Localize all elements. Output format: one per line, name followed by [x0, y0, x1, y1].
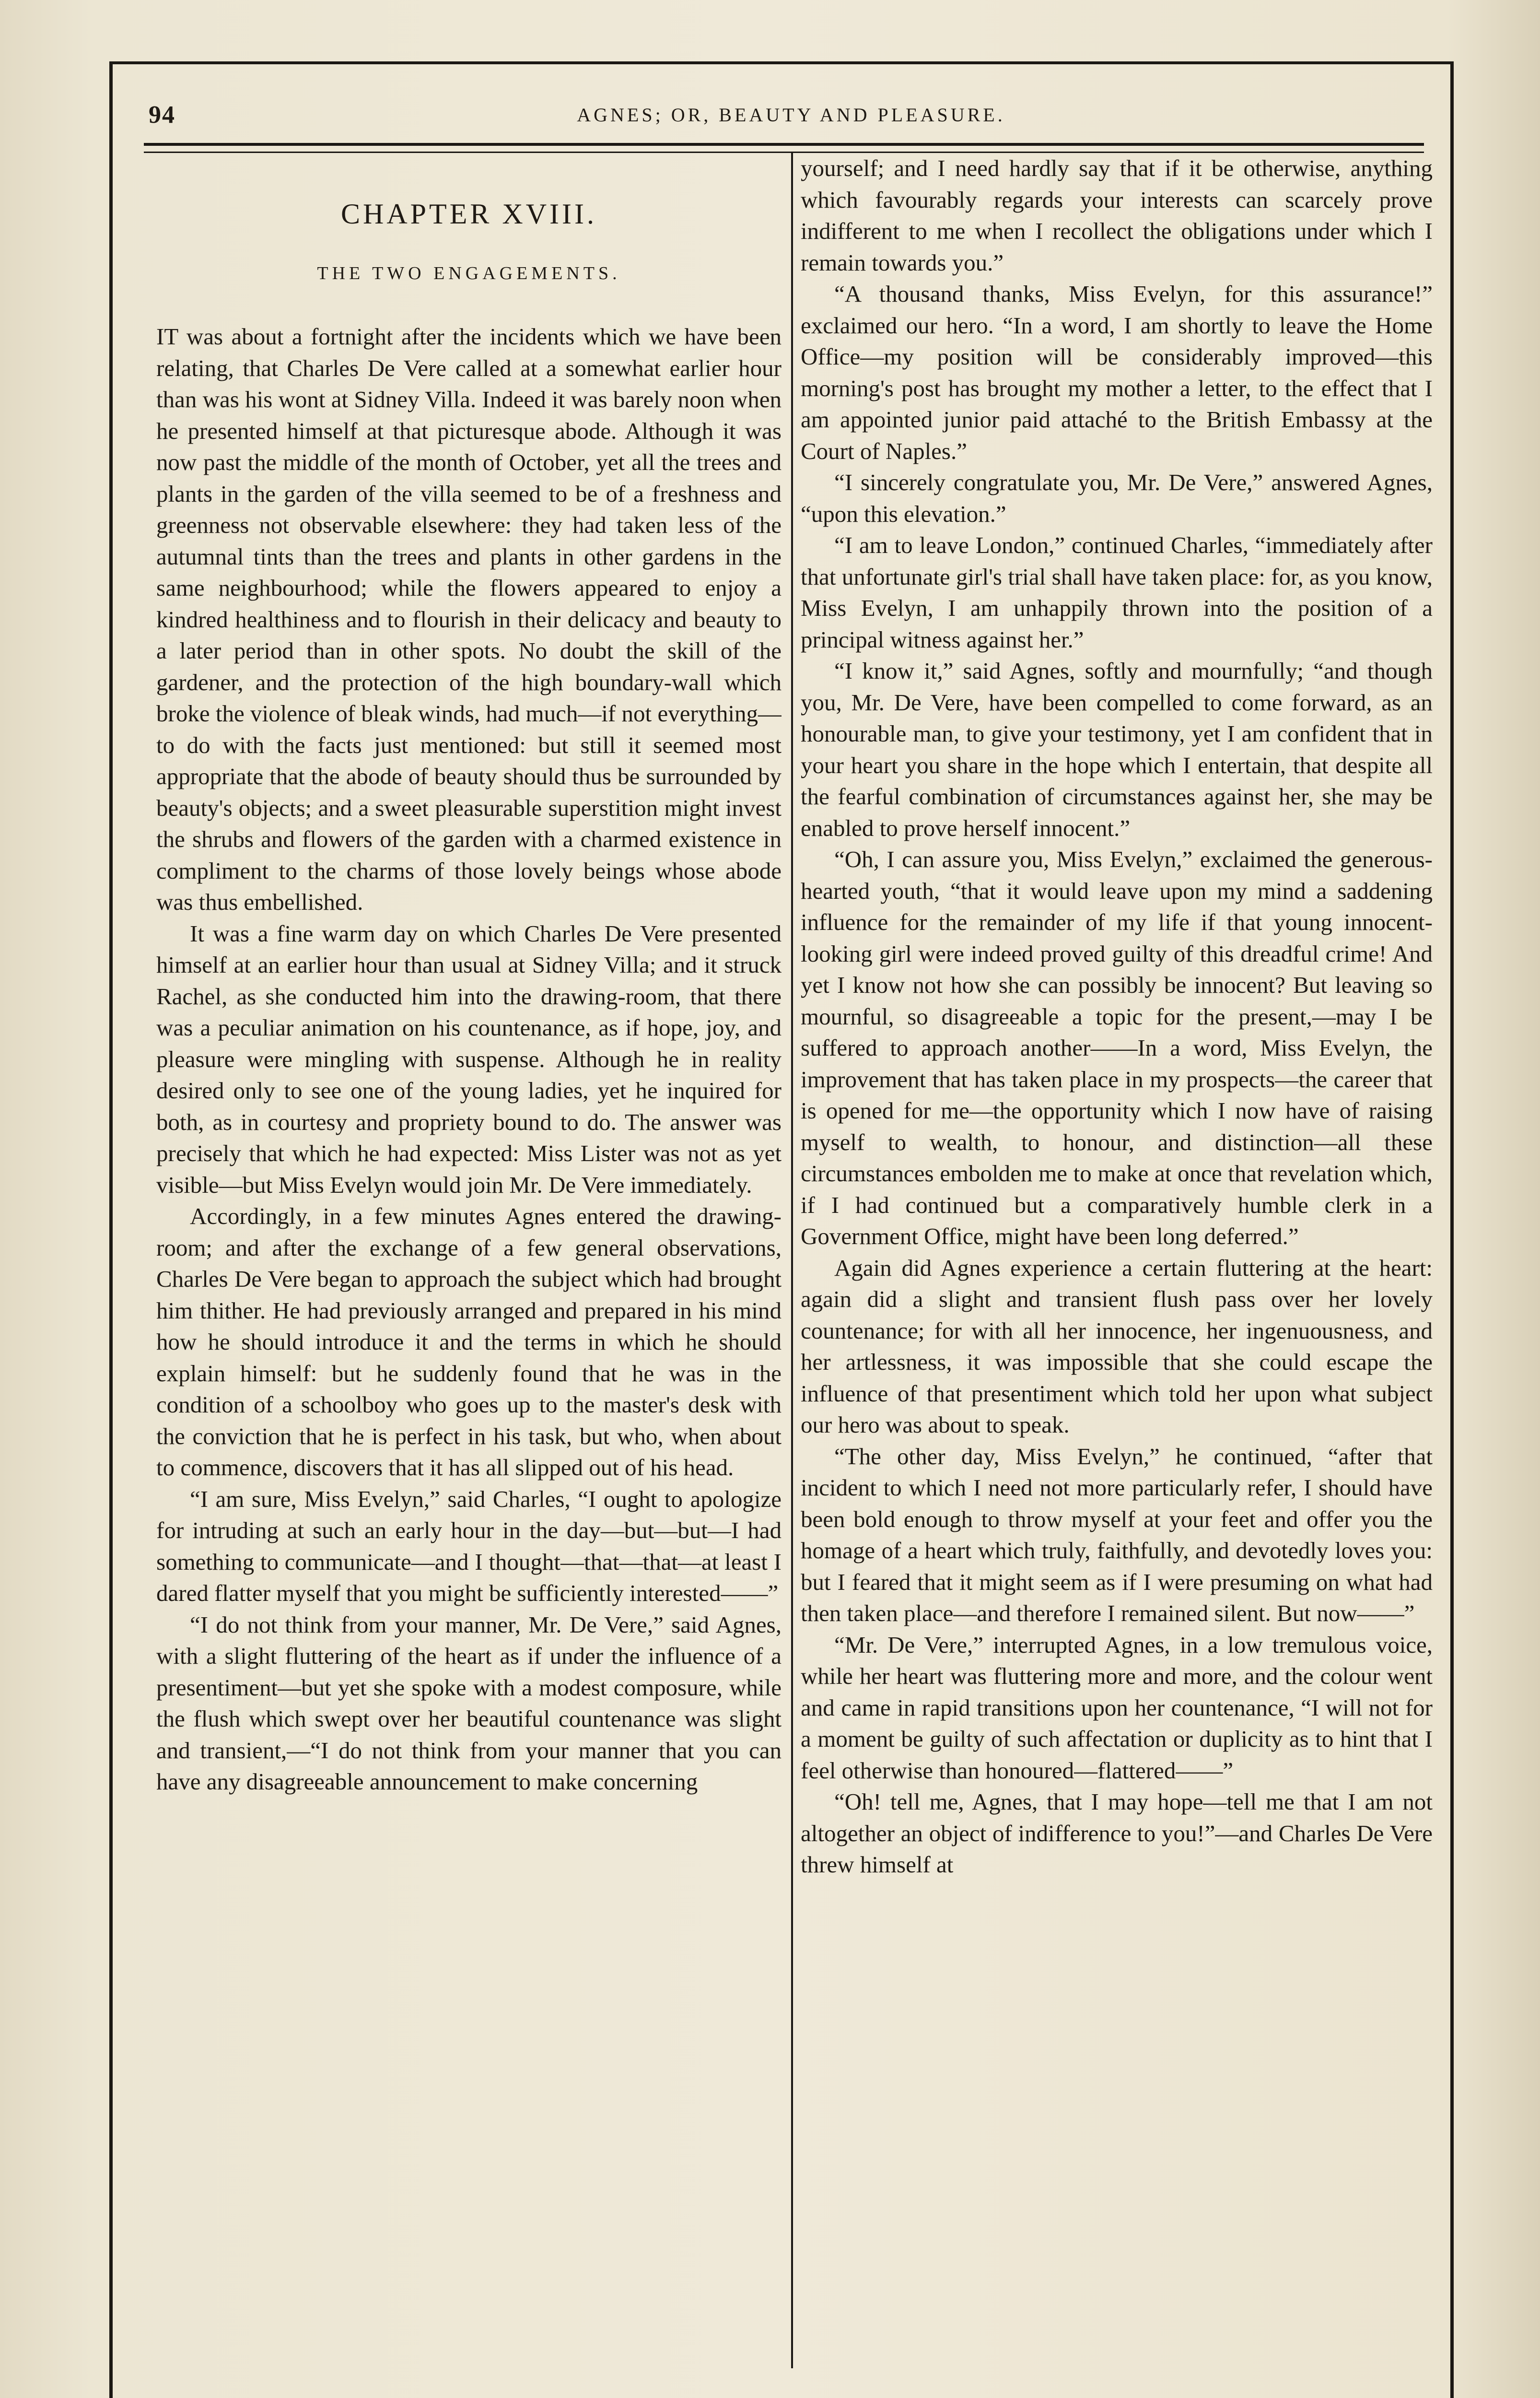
paragraph: “I am to leave London,” continued Charles, “immediately after that unfortunate girl's trial shall have taken place: for, as you know, Miss Evelyn, I am unhappily thrown into the position of a principal witness against her.”	[801, 532, 1433, 653]
paragraph: “A thousand thanks, Miss Evelyn, for this assurance!” exclaimed our hero. “In a word, I am shortly to leave the Home Office—my position will be considerably improved—this morning's post has brought my mother a letter, to the effect that I am appointed junior paid attaché to the British Embassy at the Court of Naples.”	[801, 281, 1433, 464]
column-divider	[791, 153, 793, 2368]
right-column	[801, 153, 1433, 2368]
left-column	[156, 153, 782, 2368]
paragraph: “Oh! tell me, Agnes, that I may hope—tell me that I am not altogether an object of indifference to you!”—and Charles De Vere threw himself at	[801, 1788, 1433, 1878]
paragraph: yourself; and I need hardly say that if it be otherwise, anything which favourably regards your interests can scarcely prove indifferent to me when I recollect the obligations under which I remain towards you.”	[801, 155, 1433, 276]
paragraph: It was a fine warm day on which Charles De Vere presented himself at an earlier hour than usual at Sidney Villa; and it struck Rachel, as she conducted him into the drawing-room, that there was a peculiar animation on his countenance, as if hope, joy, and pleasure were mingling with suspense. Although he in reality desired only to see one of the young ladies, yet he inquired for both, as in courtesy and propriety bound to do. The answer was precisely that which he had expected: Miss Lister was not as yet visible—but Miss Evelyn would join Mr. De Vere immediately.	[156, 920, 782, 1198]
paragraph: IT was about a fortnight after the incidents which we have been relating, that Charles De Vere called at a somewhat earlier hour than was his wont at Sidney Villa. Indeed it was barely noon when he presented himself at that picturesque abode. Although it was now past the middle of the month of October, yet all the trees and plants in the garden of the villa seemed to be of a freshness and greenness not observable elsewhere: they had taken less of the autumnal tints than the trees and plants in other gardens in the same neighbourhood; while the flowers appeared to enjoy a kindred healthiness and to flourish in their delicacy and beauty to a later period than in other spots. No doubt the skill of the gardener, and the protection of the high boundary-wall which broke the violence of bleak winds, had much—if not everything—to do with the facts just mentioned: but still it seemed most appropriate that the abode of beauty should thus be surrounded by beauty's objects; and a sweet pleasurable superstition might invest the shrubs and flowers of the garden with a charmed existence in compliment to the charms of those lovely beings whose abode was thus embellished.	[156, 323, 782, 915]
chapter-subtitle: THE TWO ENGAGEMENTS.	[317, 263, 621, 283]
paragraph: “I sincerely congratulate you, Mr. De Vere,” answered Agnes, “upon this elevation.”	[801, 469, 1433, 527]
paragraph: “The other day, Miss Evelyn,” he continued, “after that incident to which I need not more particularly refer, I should have been bold enough to throw myself at your feet and offer you the homage of a heart which truly, faithfully, and devotedly loves you: but I feared that it might seem as if I were presuming on what had then taken place—and therefore I remained silent. But now——”	[801, 1443, 1433, 1626]
paragraph: “Mr. De Vere,” interrupted Agnes, in a low tremulous voice, while her heart was fluttering more and more, and the colour went and came in rapid transitions upon her countenance, “I will not for a moment be guilty of such affectation or duplicity as to hint that I feel otherwise than honoured—flattered——”	[801, 1631, 1433, 1784]
paragraph: “I do not think from your manner, Mr. De Vere,” said Agnes, with a slight fluttering of the heart as if under the influence of a presentiment—but yet she spoke with a modest composure, while the flush which swept over her beautiful countenance was slight and transient,—“I do not think from your manner that you can have any disagreeable announcement to make concerning	[156, 1611, 782, 1795]
paragraph: “I am sure, Miss Evelyn,” said Charles, “I ought to apologize for intruding at such an early hour in the day—but—but—I had something to communicate—and I thought—that—that—at least I dared flatter myself that you might be sufficiently interested——”	[156, 1485, 782, 1606]
running-head: AGNES; OR, BEAUTY AND PLEASURE.	[577, 104, 1005, 126]
paragraph: Accordingly, in a few minutes Agnes entered the drawing-room; and after the exchange of a few general observations, Charles De Vere began to approach the subject which had brought him thither. He had previously arranged and prepared in his mind how he should introduce it and the terms in which he should explain himself: but he suddenly found that he was in the condition of a schoolboy who goes up to the master's desk with the conviction that he is perfect in his task, but who, when about to commence, discovers that it has all slipped out of his head.	[156, 1203, 782, 1481]
paragraph: Again did Agnes experience a certain fluttering at the heart: again did a slight and transient flush pass over her lovely countenance; for with all her innocence, her ingenuousness, and her artlessness, it was impossible that she could escape the influence of that presentiment which told her upon what subject our hero was about to speak.	[801, 1254, 1433, 1438]
paragraph: “I know it,” said Agnes, softly and mournfully; “and though you, Mr. De Vere, have been compelled to come forward, as an honourable man, to give your testimony, yet I am confident that in your heart you share in the hope which I entertain, that despite all the fearful combination of circumstances against her, she may be enabled to prove herself innocent.”	[801, 658, 1433, 841]
page-header	[144, 94, 1438, 137]
chapter-title: CHAPTER XVIII.	[341, 198, 597, 230]
header-rule	[144, 143, 1424, 153]
paragraph: “Oh, I can assure you, Miss Evelyn,” exclaimed the generous-hearted youth, “that it would leave upon my mind a saddening influence for the remainder of my life if that young innocent-looking girl were indeed proved guilty of this dreadful crime! And yet I know not how she can possibly be innocent? But leaving so mournful, so disagreeable a topic for the present,—may I be suffered to approach another——In a word, Miss Evelyn, the improvement that has taken place in my prospects—the career that is opened for me—the opportunity which I now have of raising myself to wealth, to honour, and distinction—all these circumstances embolden me to make at once that revelation which, if I had continued but a comparatively humble clerk in a Government Office, might have been long deferred.”	[801, 846, 1433, 1249]
page-number: 94	[149, 101, 175, 129]
